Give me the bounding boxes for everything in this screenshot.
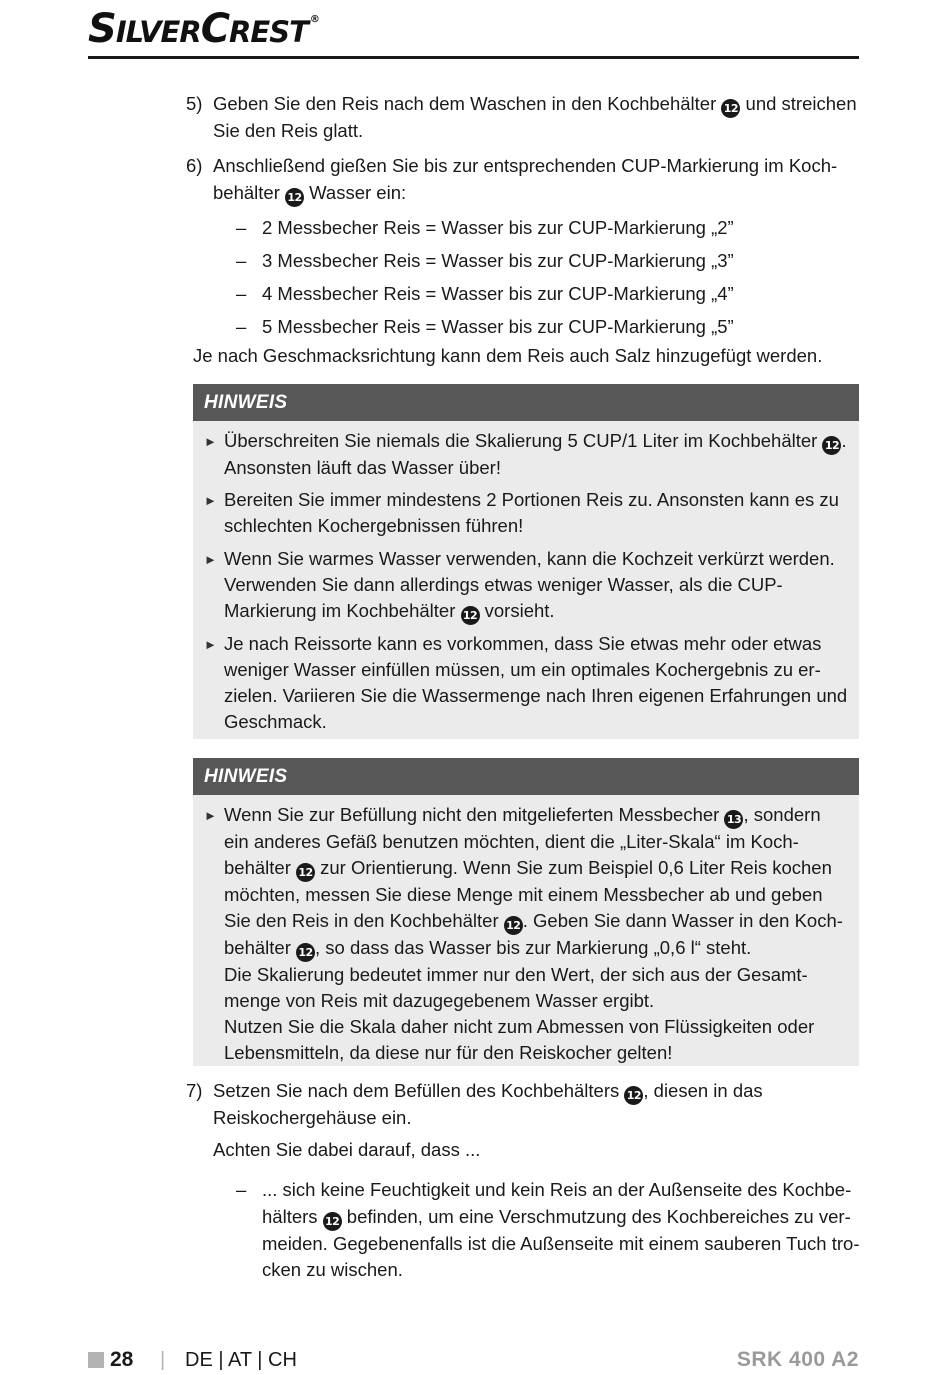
page-number: 28	[110, 1348, 134, 1371]
ref-12-icon: 12	[323, 1212, 342, 1231]
model-number: SRK 400 A2	[736, 1348, 859, 1371]
hinweis-box-2	[193, 758, 859, 1066]
cup-item: 4 Messbecher Reis = Wasser bis zur CUP-Markierung „4”	[262, 283, 734, 304]
page-marker-square	[88, 1352, 104, 1368]
ref-12-icon: 12	[296, 863, 315, 882]
ref-12-icon: 12	[721, 99, 740, 118]
step-5-text: Geben Sie den Reis nach dem Waschen in den Kochbehälter 12 und streichen Sie den Reis glatt.	[213, 93, 857, 141]
hinweis-item: Wenn Sie zur Befüllung nicht den mitgelieferten Messbecher 13 , sondern ein anderes Gefäß benutzen möchten, dient die „Liter-Skala“ im Kochbehälter 12 zur Orientierung. Wenn Sie zum Beispiel 0,6 Liter Reis kochen möchten, messen Sie diese Menge mit einem Messbecher ab und geben Sie den Reis in den Kochbehälter 12 . Geben Sie dann Wasser in den Kochbehälter 12 , so dass das Wasser bis zur Markierung „0,6 l“ steht. Die Skalierung bedeutet immer nur den Wert, der sich aus der Gesamtmenge von Reis mit dazugegebenem Wasser ergibt. Nutzen Sie die Skala daher nicht zum Abmessen von Flüssigkeiten oder Lebensmitteln, da diese nur für den Reiskocher gelten!	[224, 804, 843, 1063]
footer-separator: |	[160, 1349, 166, 1371]
cup-item: 3 Messbecher Reis = Wasser bis zur CUP-Markierung „3”	[262, 250, 734, 271]
dash-icon: –	[236, 283, 247, 304]
step-6-text: Anschließend gießen Sie bis zur entsprechenden CUP-Markierung im Kochbehälter 12 Wasser ein:	[213, 153, 838, 207]
ref-12-icon: 12	[822, 436, 841, 455]
ref-13-icon: 13	[724, 810, 743, 829]
brand-logo: SILVERCREST ®	[88, 6, 319, 52]
arrow-right-icon: ►	[204, 434, 217, 449]
dash-icon: –	[236, 250, 247, 271]
ref-12-icon: 12	[461, 606, 480, 625]
arrow-right-icon: ►	[204, 808, 217, 823]
hinweis-item: Bereiten Sie immer mindestens 2 Portionen Reis zu. Ansonsten kann es zu schlechten Kochergebnissen führen!	[224, 489, 839, 536]
step-7-text: Setzen Sie nach dem Befüllen des Kochbehälters 12 , diesen in das Reiskochergehäuse ein.	[213, 1080, 763, 1128]
step-7-note: Achten Sie dabei darauf, dass ...	[213, 1139, 481, 1160]
hinweis-title: HINWEIS	[193, 758, 859, 795]
dash-icon: –	[236, 217, 247, 238]
hinweis-box-1	[193, 384, 859, 739]
arrow-right-icon: ►	[204, 493, 217, 508]
ref-12-icon: 12	[504, 916, 523, 935]
hinweis-item: Wenn Sie warmes Wasser verwenden, kann die Kochzeit verkürzt werden. Verwenden Sie dann allerdings etwas weniger Wasser, als die CUP-Markierung im Kochbehälter 12 vorsieht.	[224, 546, 850, 625]
dash-icon: –	[236, 1179, 247, 1200]
arrow-right-icon: ►	[204, 552, 217, 567]
step-7-number: 7)	[186, 1080, 203, 1101]
ref-12-icon: 12	[624, 1086, 643, 1105]
ref-12-icon: 12	[285, 188, 304, 207]
hinweis-item: Überschreiten Sie niemals die Skalierung 5 CUP/1 Liter im Kochbehälter 12 . Ansonsten läuft das Wasser über!	[224, 430, 847, 478]
cup-item: 2 Messbecher Reis = Wasser bis zur CUP-Markierung „2”	[262, 217, 734, 238]
hinweis-item: Je nach Reissorte kann es vorkommen, dass Sie etwas mehr oder etwas weniger Wasser einfüllen müssen, um ein optimales Kochergebnis zu erzielen. Variieren Sie die Wassermenge nach Ihren eigenen Erfahrungen und Geschmack.	[224, 633, 848, 732]
step-6-number: 6)	[186, 155, 203, 176]
hinweis-title: HINWEIS	[193, 384, 859, 421]
dash-icon: –	[236, 316, 247, 337]
header-rule	[88, 56, 859, 59]
salt-note: Je nach Geschmacksrichtung kann dem Reis auch Salz hinzugefügt werden.	[193, 345, 823, 366]
cup-item: 5 Messbecher Reis = Wasser bis zur CUP-Markierung „5”	[262, 316, 734, 337]
ref-12-icon: 12	[296, 943, 315, 962]
step-5-number: 5)	[186, 93, 203, 114]
step-7-sub-item: ... sich keine Feuchtigkeit und kein Reis an der Außenseite des Kochbehälters 12 befinden, um eine Verschmutzung des Kochbereiches zu vermeiden. Gegebenenfalls ist die Außenseite mit einem sauberen Tuch trocken zu wischen.	[262, 1179, 860, 1280]
country-codes: DE | AT | CH	[185, 1349, 297, 1371]
arrow-right-icon: ►	[204, 637, 217, 652]
